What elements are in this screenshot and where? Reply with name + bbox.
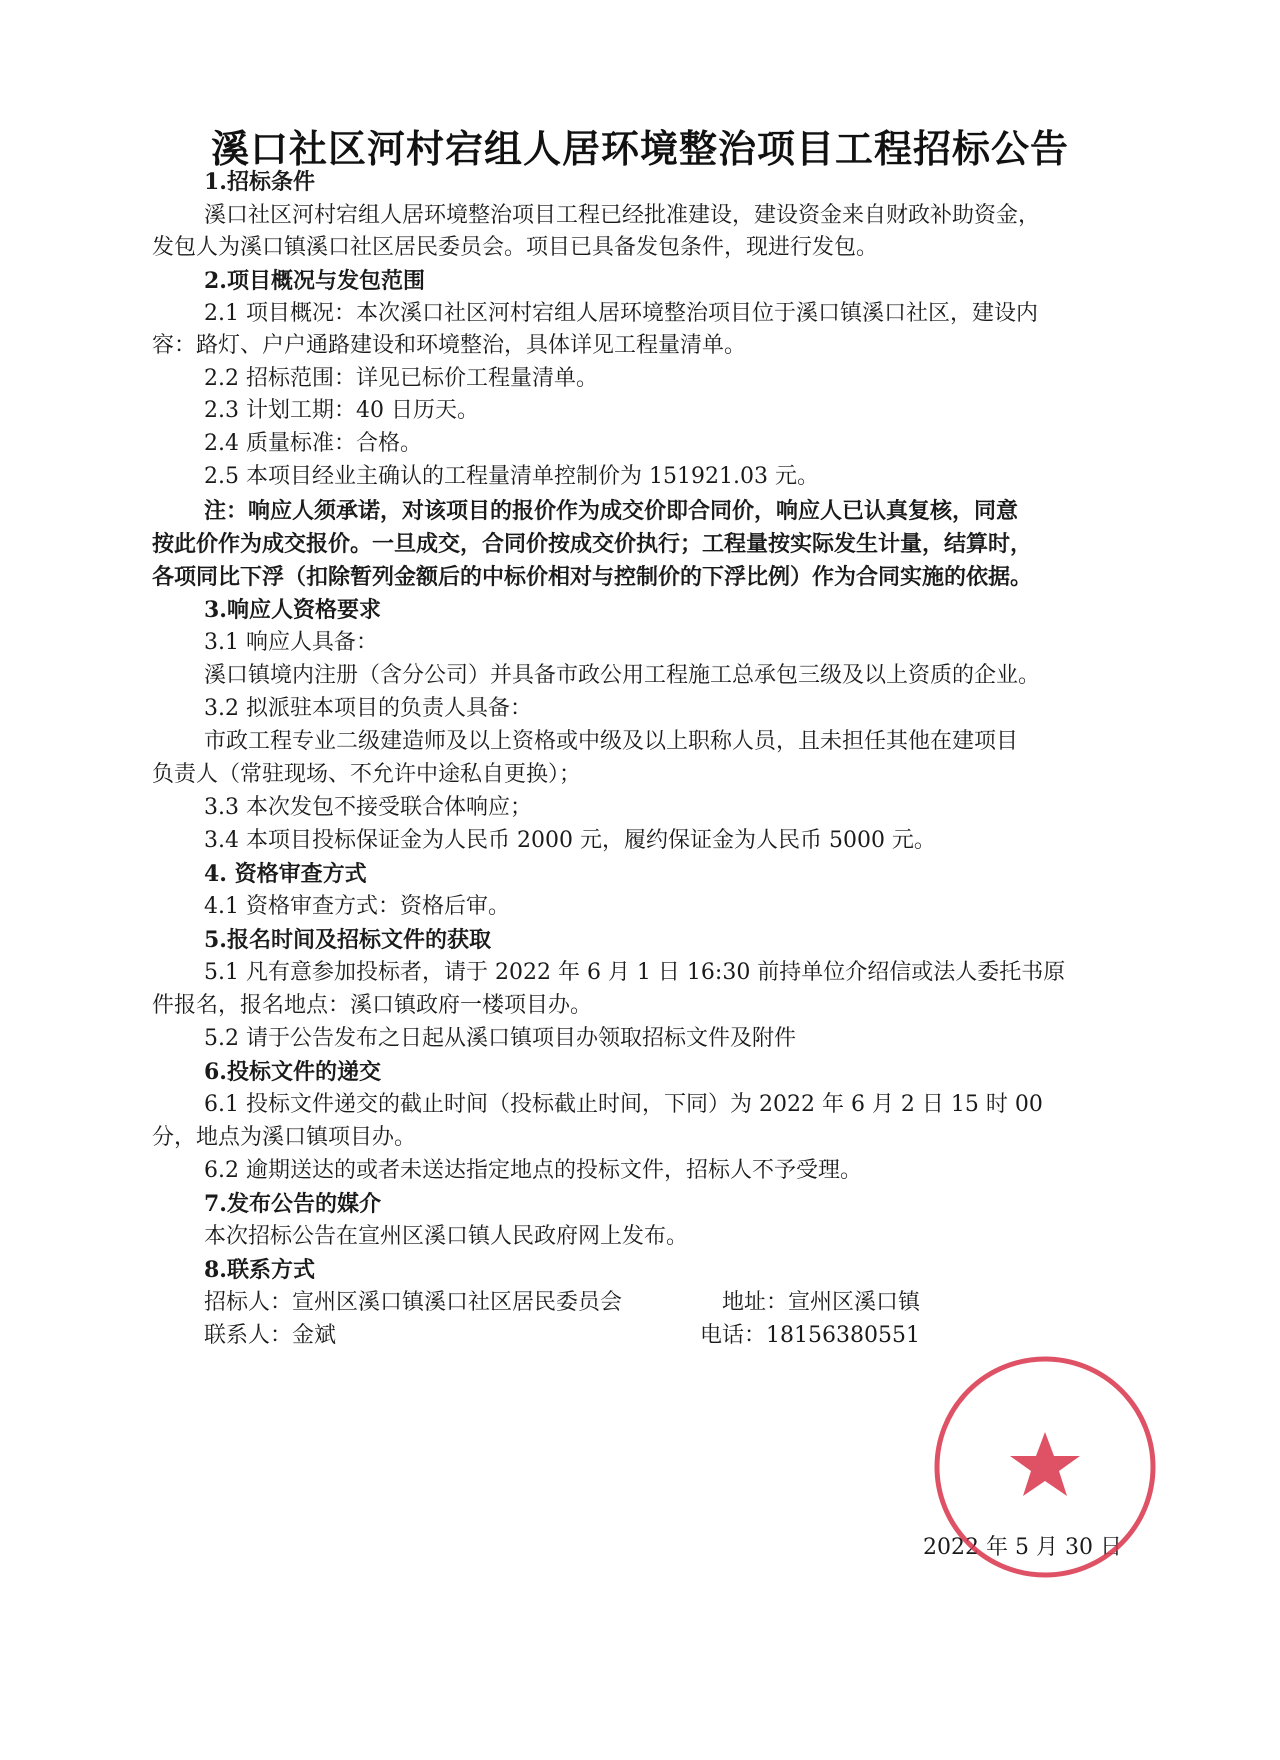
document-title: 溪口社区河村宕组人居环境整治项目工程招标公告 xyxy=(210,126,1069,171)
section-6-heading: 6.投标文件的递交 xyxy=(204,1059,381,1085)
s5-item-1-line-2: 件报名，报名地点：溪口镇政府一楼项目办。 xyxy=(152,993,593,1018)
s2-item-4: 2.4 质量标准：合格。 xyxy=(204,431,422,456)
section-5-heading: 5.报名时间及招标文件的获取 xyxy=(204,927,491,953)
notice-date: 2022 年 5 月 30 日 xyxy=(923,1535,1122,1560)
s1-paragraph-line-1: 溪口社区河村宕组人居环境整治项目工程已经批准建设，建设资金来自财政补助资金， xyxy=(204,203,1041,228)
section-1-heading: 1.招标条件 xyxy=(204,169,315,195)
s2-note-line-3: 各项同比下浮（扣除暂列金额后的中标价相对与控制价的下浮比例）作为合同实施的依据。 xyxy=(152,564,1033,590)
tenderer-text: 招标人：宣州区溪口镇溪口社区居民委员会 xyxy=(204,1290,623,1315)
s1-paragraph-line-2: 发包人为溪口镇溪口社区居民委员会。项目已具备发包条件，现进行发包。 xyxy=(152,235,879,260)
section-4-heading: 4. 资格审查方式 xyxy=(204,861,367,887)
s6-item-1-line-1: 6.1 投标文件递交的截止时间（投标截止时间，下同）为 2022 年 6 月 2 日 15 时 00 xyxy=(204,1092,1043,1117)
address-text: 地址：宣州区溪口镇 xyxy=(722,1290,921,1315)
s6-item-1-line-2: 分，地点为溪口镇项目办。 xyxy=(152,1125,417,1150)
s3-item-4: 3.4 本项目投标保证金为人民币 2000 元，履约保证金为人民币 5000 元。 xyxy=(204,828,936,853)
s3-item-2: 3.2 拟派驻本项目的负责人具备： xyxy=(204,696,532,721)
s2-item-3: 2.3 计划工期：40 日历天。 xyxy=(204,398,479,423)
section-3-heading: 3.响应人资格要求 xyxy=(204,597,381,623)
contact-person-text: 联系人：金斌 xyxy=(204,1323,337,1348)
s5-item-1-line-1: 5.1 凡有意参加投标者，请于 2022 年 6 月 1 日 16:30 前持单位介绍信或法人委托书原 xyxy=(204,960,1066,985)
s2-item-1-line-1: 2.1 项目概况：本次溪口社区河村宕组人居环境整治项目位于溪口镇溪口社区，建设内 xyxy=(204,301,1038,326)
s3-item-2-line-1: 市政工程专业二级建造师及以上资格或中级及以上职称人员，且未担任其他在建项目 xyxy=(204,729,1019,754)
section-2-heading: 2.项目概况与发包范围 xyxy=(204,268,425,294)
s3-item-3: 3.3 本次发包不接受联合体响应； xyxy=(204,795,532,820)
section-7-heading: 7.发布公告的媒介 xyxy=(204,1191,381,1217)
s2-note-line-1: 注：响应人须承诺，对该项目的报价作为成交价即合同价，响应人已认真复核，同意 xyxy=(204,498,1019,524)
s2-item-5: 2.5 本项目经业主确认的工程量清单控制价为 151921.03 元。 xyxy=(204,464,819,489)
s3-item-1-text: 溪口镇境内注册（含分公司）并具备市政公用工程施工总承包三级及以上资质的企业。 xyxy=(204,663,1041,688)
s3-item-2-line-2: 负责人（常驻现场、不允许中途私自更换）； xyxy=(152,762,582,787)
s6-item-2: 6.2 逾期送达的或者未送达指定地点的投标文件，招标人不予受理。 xyxy=(204,1158,862,1183)
seal-star-icon xyxy=(1010,1432,1080,1496)
s5-item-2: 5.2 请于公告发布之日起从溪口镇项目办领取招标文件及附件 xyxy=(204,1026,796,1051)
s7-item-1: 本次招标公告在宣州区溪口镇人民政府网上发布。 xyxy=(204,1224,689,1249)
s3-item-1: 3.1 响应人具备： xyxy=(204,630,378,655)
s2-item-1-line-2: 容：路灯、户户通路建设和环境整治，具体详见工程量清单。 xyxy=(152,333,747,358)
phone-text: 电话：18156380551 xyxy=(700,1323,920,1348)
section-8-heading: 8.联系方式 xyxy=(204,1257,315,1283)
s2-note-line-2: 按此价作为成交报价。一旦成交，合同价按成交价执行；工程量按实际发生计量，结算时， xyxy=(152,531,1033,557)
s4-item-1: 4.1 资格审查方式：资格后审。 xyxy=(204,894,510,919)
s2-item-2: 2.2 招标范围：详见已标价工程量清单。 xyxy=(204,366,598,391)
